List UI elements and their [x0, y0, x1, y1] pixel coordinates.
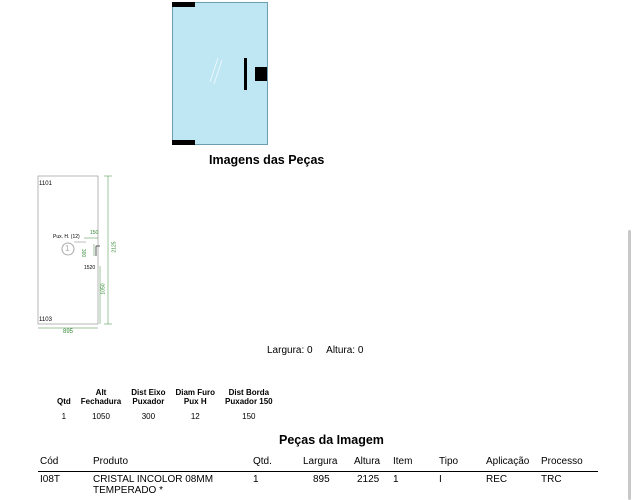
cell-altura: 2125 — [357, 474, 380, 485]
param-cell-diam: 12 — [190, 412, 200, 421]
section-title: Imagens das Peças — [209, 153, 325, 167]
cell-tipo: I — [439, 474, 442, 485]
height-label: Altura: — [326, 345, 356, 356]
cell-aplicacao: REC — [486, 474, 508, 485]
col-altura: Altura — [354, 456, 381, 467]
dim-2125: 2125 — [111, 241, 118, 253]
height-value: 0 — [357, 345, 364, 356]
param-header-dist-borda: Dist Borda Puxador 150 — [225, 388, 273, 406]
hole-number: 1 — [65, 244, 70, 253]
param-header-diam: Diam Furo Pux H — [175, 388, 216, 406]
param-cell-qtd: 1 — [61, 412, 67, 421]
piece-code-bottom: 1103 — [39, 317, 52, 323]
piece-code-top: 1101 — [39, 181, 52, 187]
dim-1520: 1520 — [84, 265, 96, 271]
param-header-dist-eixo: Dist Eixo Puxador — [131, 388, 166, 406]
param-cell-dist-eixo: 300 — [141, 412, 156, 421]
cell-largura: 895 — [313, 474, 330, 485]
col-tipo: Tipo — [439, 456, 459, 467]
width-label: Largura: — [267, 345, 305, 356]
cell-qtd: 1 — [253, 474, 259, 485]
col-processo: Processo — [541, 456, 583, 467]
col-item: Item — [393, 456, 413, 467]
col-aplicacao: Aplicação — [486, 456, 530, 467]
col-cod: Cód — [40, 456, 59, 467]
param-cell-alt: 1050 — [92, 412, 110, 421]
dim-1050: 1050 — [100, 283, 107, 295]
cell-item: 1 — [393, 474, 399, 485]
scrollbar[interactable] — [628, 230, 631, 500]
dim-300: 300 — [80, 248, 87, 258]
handle-label: Pux. H. (12) — [53, 234, 80, 240]
width-value: 0 — [307, 345, 313, 356]
param-header-alt: Alt Fechadura — [80, 388, 122, 406]
pieces-table-header — [38, 456, 598, 472]
params-table — [52, 388, 278, 421]
dim-150: 150 — [90, 230, 99, 236]
cell-cod: I08T — [40, 474, 61, 485]
col-qtd: Qtd. — [253, 456, 272, 467]
param-header-qtd: Qtd — [57, 397, 71, 406]
technical-drawing — [34, 174, 126, 338]
cell-produto: CRISTAL INCOLOR 08MM TEMPERADO * — [93, 474, 214, 496]
dim-895: 895 — [63, 329, 74, 335]
col-produto: Produto — [93, 456, 129, 467]
pieces-title: Peças da Imagem — [279, 433, 384, 447]
dimensions-line — [267, 345, 363, 356]
cell-processo: TRC — [541, 474, 562, 485]
param-cell-dist-borda: 150 — [242, 412, 256, 421]
door-illustration — [172, 2, 268, 145]
col-largura: Largura — [303, 456, 338, 467]
